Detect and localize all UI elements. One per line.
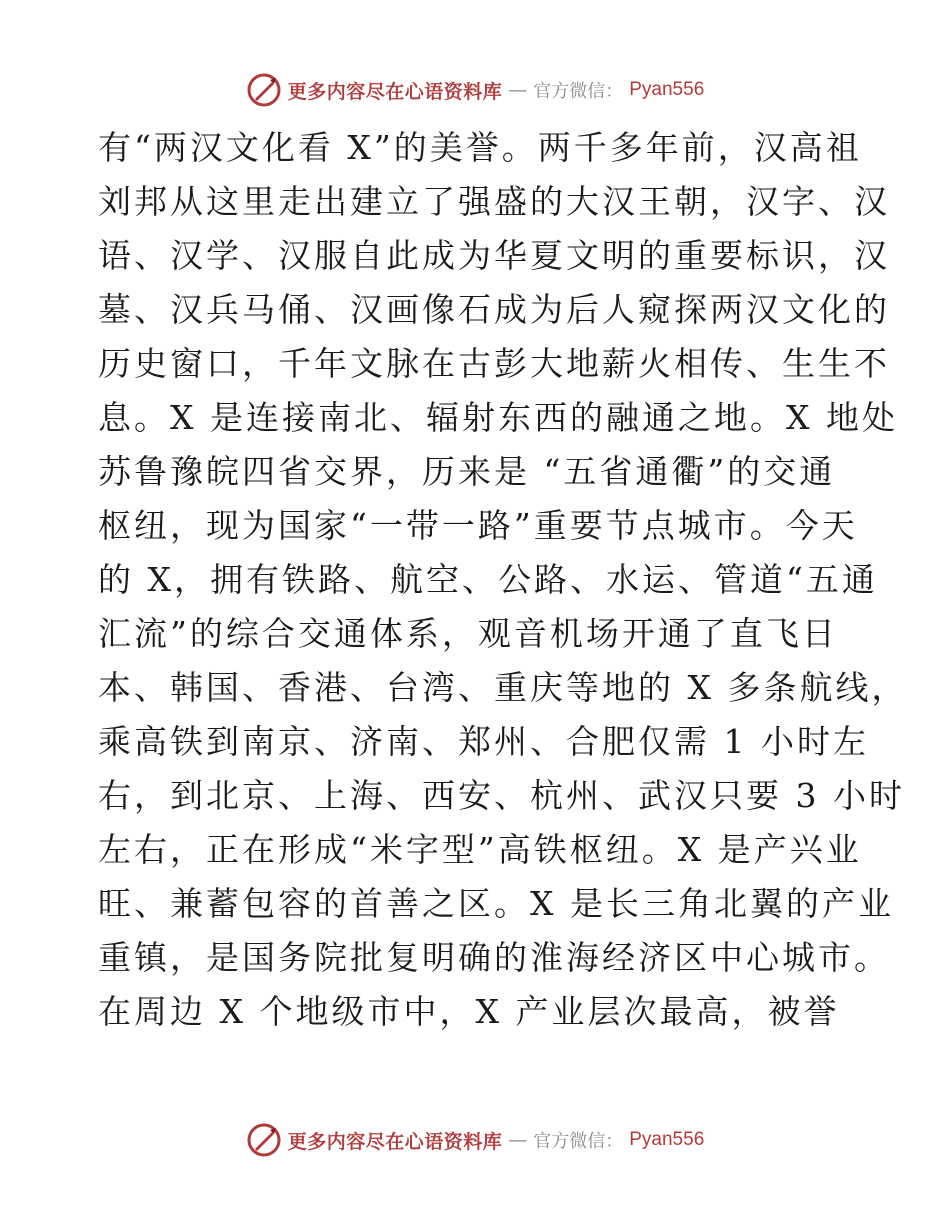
body-line: 苏鲁豫皖四省交界，历来是 “五省通衢”的交通 — [98, 452, 836, 491]
body-line: 汇流”的综合交通体系，观音机场开通了直飞日 — [98, 614, 838, 653]
footer-dash: — — [508, 1129, 528, 1151]
header-wechat-label: 官方微信： — [533, 81, 624, 102]
header-dash: — — [508, 79, 528, 101]
document-body — [98, 121, 908, 1039]
footer-wechat-label: 官方微信： — [533, 1131, 624, 1152]
body-line: 本、韩国、香港、台湾、重庆等地的 X 多条航线， — [98, 668, 908, 707]
body-line: 的 X，拥有铁路、航空、公路、水运、管道“五通 — [98, 560, 878, 599]
header-banner — [0, 70, 950, 110]
footer-slogan: 更多内容尽在心语资料库 — [287, 1130, 503, 1153]
body-line: 有“两汉文化看 X”的美誉。两千多年前，汉高祖 — [98, 128, 862, 167]
header-wechat-id: Pyan556 — [629, 79, 705, 100]
body-line: 息。X 是连接南北、辐射东西的融通之地。X 地处 — [98, 398, 898, 437]
footer-wechat-id: Pyan556 — [629, 1129, 705, 1150]
body-line: 重镇，是国务院批复明确的淮海经济区中心城市。 — [98, 938, 890, 977]
header-slogan: 更多内容尽在心语资料库 — [287, 80, 503, 103]
body-line: 刘邦从这里走出建立了强盛的大汉王朝，汉字、汉 — [98, 182, 890, 221]
body-line: 墓、汉兵马俑、汉画像石成为后人窥探两汉文化的 — [98, 290, 890, 329]
body-line: 历史窗口，千年文脉在古彭大地薪火相传、生生不 — [98, 344, 890, 383]
body-line: 乘高铁到南京、济南、郑州、合肥仅需 1 小时左 — [98, 722, 869, 761]
quill-logo-icon — [246, 1122, 282, 1158]
footer-banner — [0, 1120, 950, 1160]
body-line: 左右，正在形成“米字型”高铁枢纽。X 是产兴业 — [98, 830, 862, 869]
quill-logo-icon — [246, 72, 282, 108]
body-line: 旺、兼蓄包容的首善之区。X 是长三角北翼的产业 — [98, 884, 894, 923]
body-line: 语、汉学、汉服自此成为华夏文明的重要标识，汉 — [98, 236, 890, 275]
body-line: 枢纽，现为国家“一带一路”重要节点城市。今天 — [98, 506, 858, 545]
body-line: 在周边 X 个地级市中，X 产业层次最高，被誉 — [98, 992, 840, 1031]
body-line: 右，到北京、上海、西安、杭州、武汉只要 3 小时 — [98, 776, 905, 815]
